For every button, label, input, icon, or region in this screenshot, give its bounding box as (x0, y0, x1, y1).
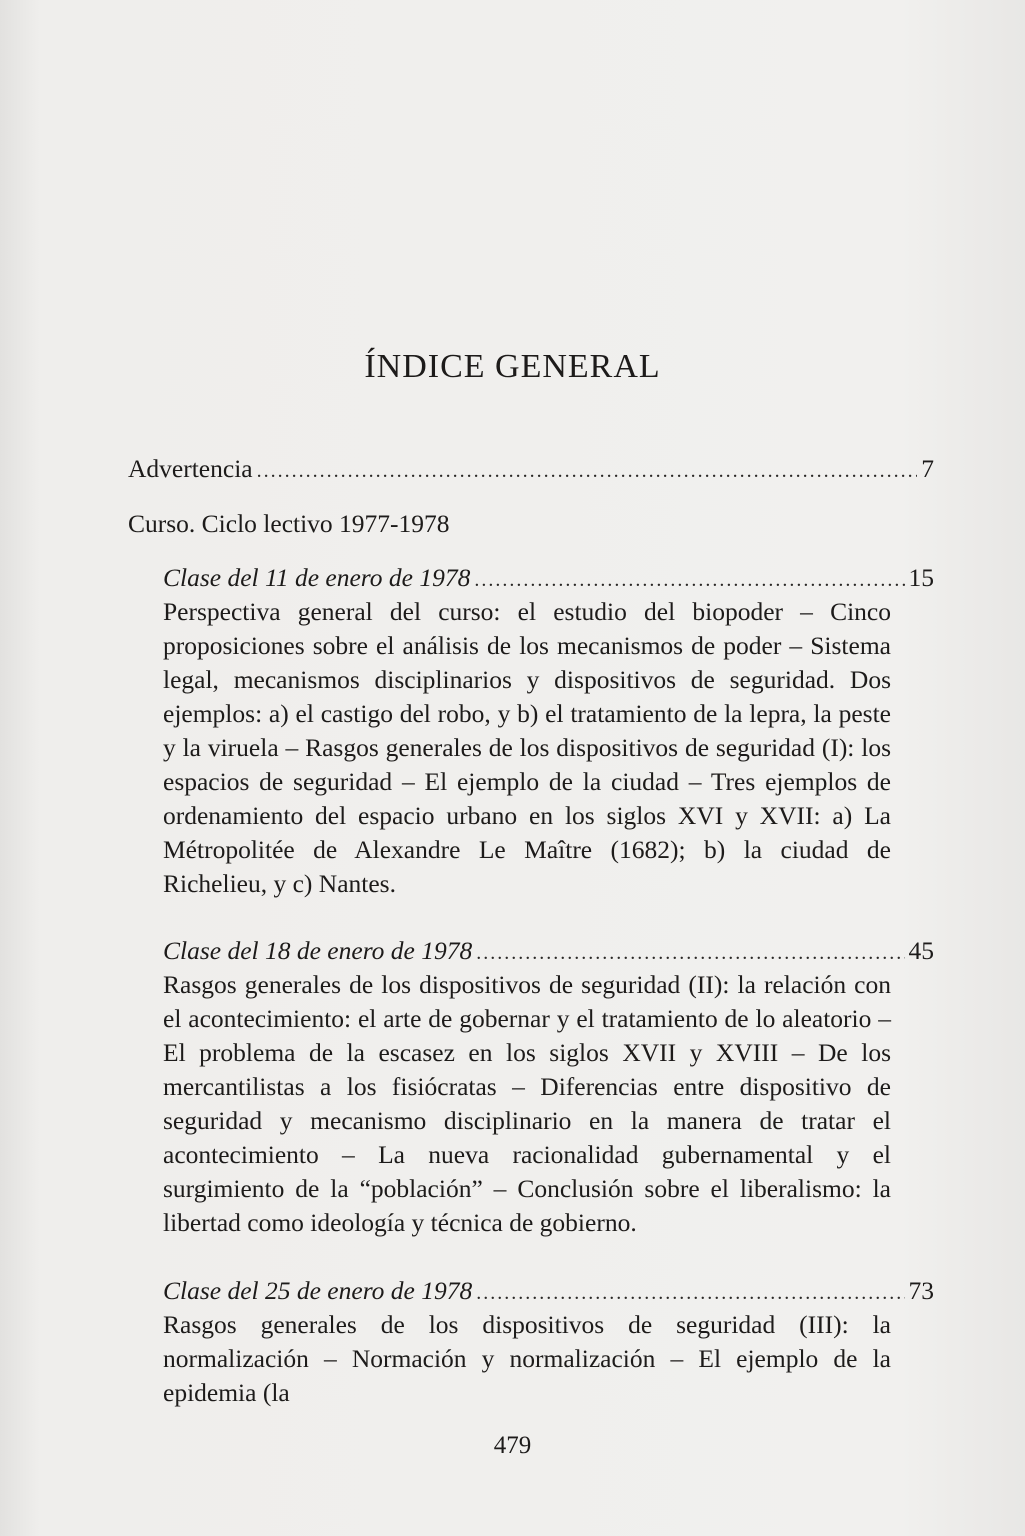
leader-dots (257, 454, 918, 488)
toc-page-number: 7 (921, 454, 934, 483)
toc-page-number: 15 (908, 563, 934, 592)
toc-entry-clase-11-enero (163, 561, 934, 597)
course-heading: Curso. Ciclo lectivo 1977-1978 (128, 509, 450, 538)
toc-entry-clase-18-enero (163, 934, 934, 970)
leader-dots (476, 1276, 904, 1310)
toc-entry-description: Rasgos generales de los dispositivos de seguridad (III): la normalización – Normación y normalización – El ejemplo de la epidemia (la (163, 1310, 891, 1407)
leader-dots (476, 936, 904, 970)
toc-entry-label: Clase del 25 de enero de 1978 (163, 1276, 473, 1305)
page-number: 479 (493, 1432, 532, 1459)
toc-page-number: 73 (908, 1276, 934, 1305)
toc-page-number: 45 (908, 936, 934, 965)
leader-dots (474, 563, 904, 597)
page-title: ÍNDICE GENERAL (364, 348, 661, 385)
toc-entry-description: Rasgos generales de los dispositivos de seguridad (II): la relación con el acontecimiento: el arte de gobernar y el tratamiento de lo aleatorio – El problema de la escasez en los siglos XVII y XVIII – De los mercantilistas a los fisiócratas – Diferencias entre dispositivo de seguridad y mecanismo disciplinario en la manera de tratar el acontecimiento – La nueva racionalidad gubernamental y el surgimiento de la “población” – Conclusión sobre el liberalismo: la libertad como ideología y técnica de gobierno. (163, 970, 891, 1237)
toc-entry-label: Clase del 11 de enero de 1978 (163, 563, 471, 592)
toc-entry-label: Clase del 18 de enero de 1978 (163, 936, 473, 965)
toc-entry-label: Advertencia (128, 454, 253, 483)
toc-entry-advertencia (128, 452, 934, 488)
toc-entry-clase-25-enero (163, 1274, 934, 1310)
toc-entry-description: Perspectiva general del curso: el estudio del biopoder – Cinco proposiciones sobre el análisis de los mecanismos de poder – Sistema legal, mecanismos disciplinarios y dispositivos de seguridad. Dos ejemplos: a) el castigo del robo, y b) el tratamiento de la lepra, la peste y la viruela – Rasgos generales de los dispositivos de seguridad (I): los espacios de seguridad – El ejemplo de la ciudad – Tres ejemplos de ordenamiento del espacio urbano en los siglos XVI y XVII: a) La Métropolitée de Alexandre Le Maître (1682); b) la ciudad de Richelieu, y c) Nantes. (163, 597, 891, 898)
